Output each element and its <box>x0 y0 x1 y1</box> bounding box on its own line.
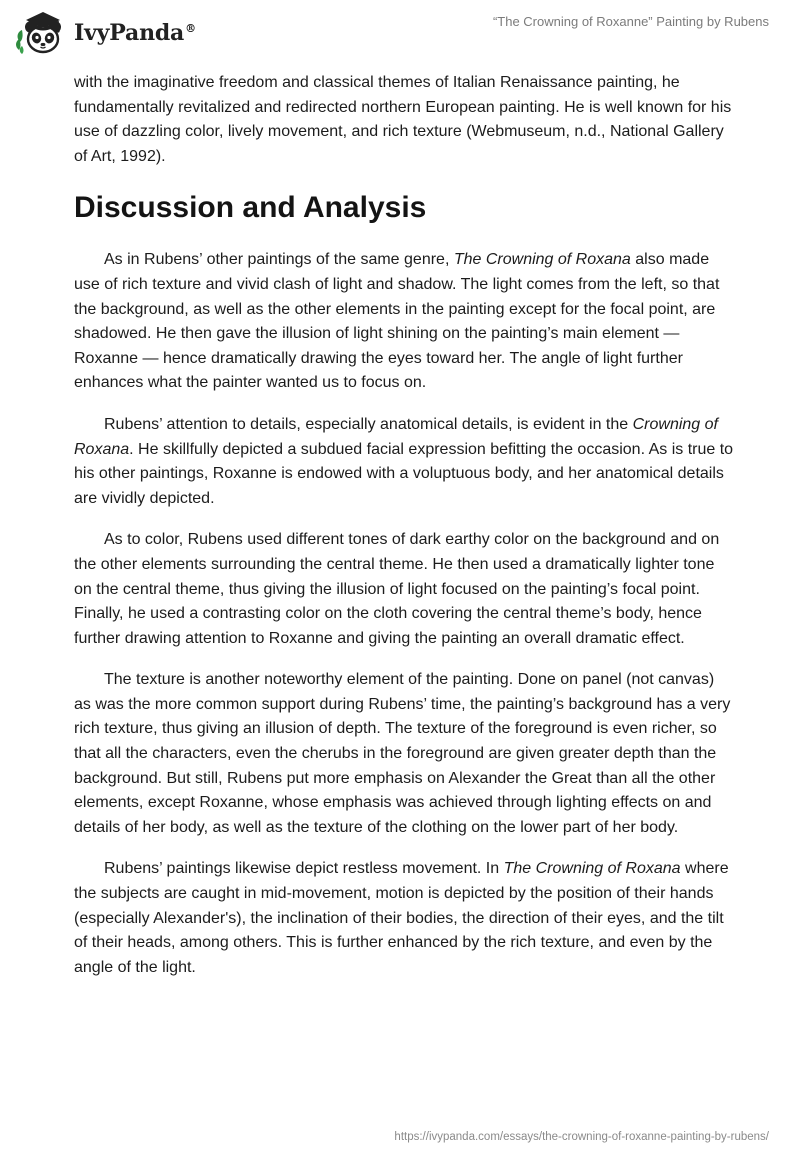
paragraph-text: Rubens’ attention to details, especially anatomical details, is evident in the <box>104 415 633 433</box>
essay-content <box>74 71 734 980</box>
source-url[interactable]: https://ivypanda.com/essays/the-crowning-of-roxanne-painting-by-rubens/ <box>394 1131 769 1143</box>
paragraph-text: where the subjects are caught in mid-movement, motion is depicted by the position of their hands (especially Alexander's), the inclination of their bodies, the direction of their eyes, and the tilt of their heads, among others. This is further enhanced by the rich texture, and even by the angle of the light. <box>74 860 729 976</box>
document-title: “The Crowning of Roxanne” Painting by Rubens <box>492 14 769 29</box>
section-heading: Discussion and Analysis <box>74 191 427 225</box>
paragraph-light-shadow <box>74 248 734 396</box>
paragraph-text: Rubens’ paintings likewise depict restless movement. In <box>104 860 504 878</box>
paragraph-movement <box>74 857 734 980</box>
paragraph-anatomy <box>74 413 734 511</box>
registered-mark: ® <box>185 21 196 35</box>
paragraph-text: also made use of rich texture and vivid clash of light and shadow. The light comes from the left, so that the background, as well as the other elements in the painting except for the focal point, are shadowed. He then gave the illusion of light shining on the painting’s main element — Roxanne — hence dramatically drawing the eyes toward her. The angle of light further enhances what the painter wanted us to focus on. <box>74 251 720 392</box>
painting-title-italic: The Crowning of Roxana <box>503 860 681 878</box>
paragraph-texture: The texture is another noteworthy element of the painting. Done on panel (not canvas) as was the more common support during Rubens’ time, the painting’s background has a very rich texture, thus giving an illusion of depth. The texture of the foreground is even richer, so that all the characters, even the cherubs in the foreground are given greater depth than the background. But still, Rubens put more emphasis on Alexander the Great than all the other elements, except Roxanne, whose emphasis was achieved through lighting effects on and details of her body, as well as the texture of the clothing on the lower part of her body. <box>74 671 731 836</box>
intro-paragraph: with the imaginative freedom and classical themes of Italian Renaissance painting, he fundamentally revitalized and redirected northern European painting. He is well known for his use of dazzling color, lively movement, and rich texture (Webmuseum, n.d., National Gallery of Art, 1992). <box>74 74 732 165</box>
paragraph-color: As to color, Rubens used different tones of dark earthy color on the background and on the other elements surrounding the central theme. He then used a dramatically lighter tone on the central theme, thus giving the illusion of light focused on the painting’s focal point. Finally, he used a contrasting color on the cloth covering the central theme’s body, hence further drawing attention to Roxanne and giving the painting an overall dramatic effect. <box>74 531 720 647</box>
logo-wordmark: IvyPanda® <box>74 20 196 46</box>
painting-title-italic: Crowning of Roxana <box>74 415 718 458</box>
ivypanda-logo[interactable] <box>14 8 196 56</box>
paragraph-text: . He skillfully depicted a subdued facial expression befitting the occasion. As is true to his other paintings, Roxanne is endowed with a voluptuous body, and her anatomical details are vividly depicted. <box>74 440 734 507</box>
paragraph-text: As in Rubens’ other paintings of the same genre, <box>104 251 454 269</box>
page-header <box>0 0 800 62</box>
painting-title-italic: The Crowning of Roxana <box>453 251 631 269</box>
panda-graduation-cap-icon <box>14 8 70 56</box>
